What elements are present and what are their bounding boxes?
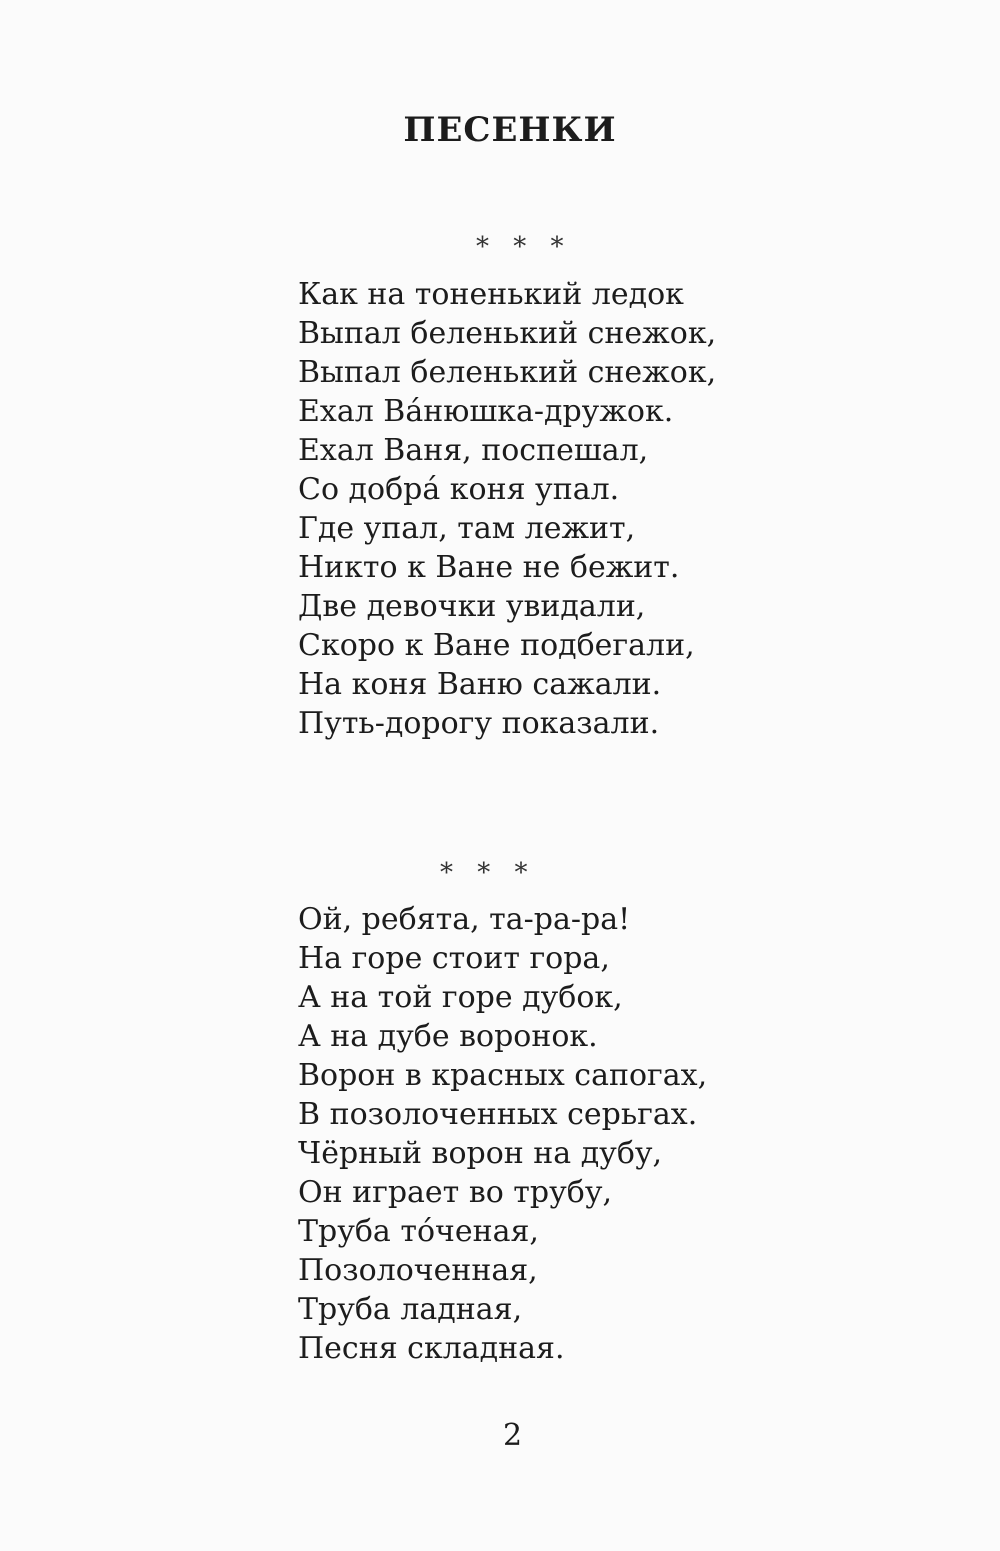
poem-line: Ехал Ваня, поспешал, [298,433,649,468]
page-number: 2 [502,1418,523,1453]
poem-1-separator: * * * [476,232,572,262]
poem-line: Никто к Ване не бежит. [298,550,680,585]
poem-line: Он играет во трубу, [298,1175,613,1210]
poem-line: А на той горе дубок, [298,980,623,1015]
poem-line: Как на тоненький ледок [298,277,684,312]
poem-line: Труба ладная, [298,1292,523,1327]
poem-2 [298,900,707,1368]
poem-2-separator: * * * [440,858,536,888]
section-title: ПЕСЕНКИ [403,110,617,150]
poem-line: Ехал Вáнюшка-дружок. [298,394,674,429]
poem-line: А на дубе воронок. [298,1019,598,1054]
poem-line: На коня Ваню сажали. [298,667,662,702]
poem-line: Песня складная. [298,1331,565,1366]
poem-line: Ой, ребята, та-ра-ра! [298,902,631,937]
poem-line: Ворон в красных сапогах, [298,1058,708,1093]
poem-line: Со добрá коня упал. [298,472,620,507]
poem-line: Две девочки увидали, [298,589,646,624]
poem-line: Путь-дорогу показали. [298,706,660,741]
poem-line: На горе стоит гора, [298,941,610,976]
poem-line: Где упал, там лежит, [298,511,636,546]
poem-1 [298,275,716,743]
poem-line: Труба тóченая, [298,1214,539,1249]
poem-line: Выпал беленький снежок, [298,316,717,351]
poem-line: Чёрный ворон на дубу, [298,1136,663,1171]
poem-line: В позолоченных серьгах. [298,1097,698,1132]
poem-line: Скоро к Ване подбегали, [298,628,695,663]
poem-line: Позолоченная, [298,1253,538,1288]
poem-line: Выпал беленький снежок, [298,355,717,390]
